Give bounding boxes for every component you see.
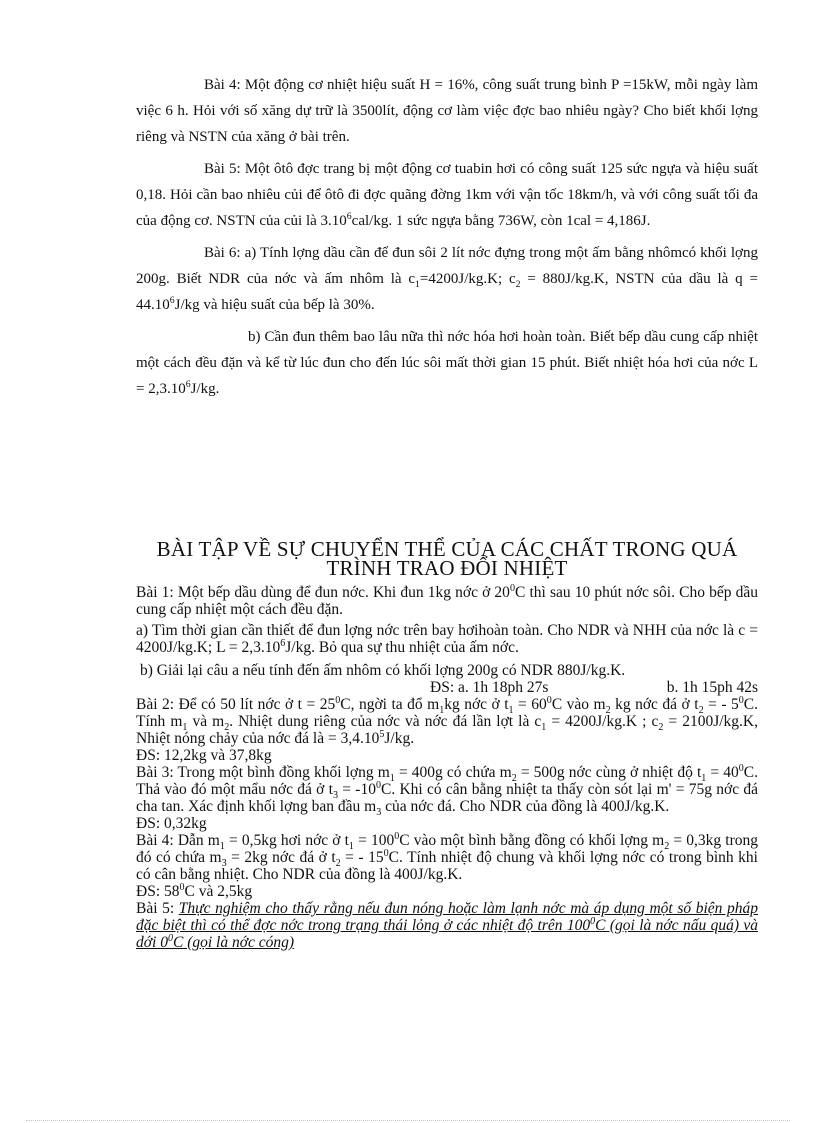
exercise-1b-paragraph — [136, 662, 758, 679]
exercise-5-underlined-text — [136, 900, 758, 951]
subscript: 2 — [224, 722, 230, 734]
superscript: 6 — [280, 637, 286, 649]
exercise-6a-text-2: =4200J/kg.K; c — [419, 271, 516, 287]
answer-4-end: C và 2,5kg — [184, 883, 253, 900]
exercise-2-text-9: và m — [187, 713, 225, 730]
exercise-2-text-7: = - 5 — [703, 696, 739, 713]
page-bottom-divider — [26, 1120, 790, 1121]
exercise-4-lower-text-2: = 0,5kg hơi nớc ở t — [224, 832, 349, 849]
exercise-4-lower-text-4: C vào một bình bằng đồng có khối lợng m — [399, 832, 665, 849]
phase-change-exercises — [136, 584, 758, 951]
subscript: 1 — [415, 279, 420, 290]
exercise-5-lower-text-2: C (gọi là nớc nấu quá) và dới 0 — [136, 917, 758, 951]
answer-1a: ĐS: a. 1h 18ph 27s — [430, 679, 549, 696]
subscript: 1 — [348, 841, 354, 853]
subscript: 2 — [698, 705, 704, 717]
superscript: 0 — [167, 932, 173, 944]
superscript: 0 — [383, 847, 389, 859]
exercise-2-text-10: . Nhiệt dung riêng của nớc và nớc đá lần lợt là c — [229, 713, 542, 730]
superscript: 0 — [546, 694, 552, 706]
exercise-6a-text-4: J/kg và hiệu suất của bếp là 30%. — [174, 297, 375, 313]
superscript: 0 — [738, 762, 744, 774]
answer-3: ĐS: 0,32kg — [136, 815, 207, 832]
exercise-6a-paragraph — [136, 240, 758, 318]
exercise-2-text-11: = 4200J/kg.K ; c — [546, 713, 659, 730]
subscript: 1 — [219, 841, 225, 853]
superscript: 0 — [738, 694, 744, 706]
exercise-3-text: Bài 3: Trong một bình đồng khối lợng m — [136, 764, 390, 781]
exercise-1b-text: b) Giải lại câu a nếu tính đến ấm nhôm có khối lợng 200g có NDR 880J/kg.K. — [140, 662, 626, 679]
top-exercises — [136, 72, 758, 402]
superscript: 0 — [335, 694, 341, 706]
subscript: 1 — [389, 773, 395, 785]
exercise-4-lower-text-7: = - 15 — [340, 849, 384, 866]
exercise-5-lower-text-3: C (gọi là nớc cóng) — [173, 934, 295, 951]
exercise-2-text-3: kg nớc ở t — [444, 696, 509, 713]
exercise-1-answer — [136, 679, 758, 696]
superscript: 6 — [185, 379, 191, 390]
exercise-2-text: Bài 2: Để có 50 lít nớc ở t = 25 — [136, 696, 336, 713]
exercise-5-text-end: cal/kg. 1 sức ngựa bằng 736W, còn 1cal = 4,186J. — [351, 213, 651, 229]
exercise-4-text: Bài 4: Một động cơ nhiệt hiệu suất H = 16%, công suất trung bình P =15kW, mỗi ngày làm việc 6 h. Hỏi với số xăng dự trữ là 3500lít, động cơ làm việc đợc bao nhiêu ngày? Cho biết khối lợng riêng và NSTN của xăng ở bài trên. — [136, 77, 758, 145]
subscript: 1 — [508, 705, 514, 717]
subscript: 1 — [541, 722, 547, 734]
exercise-1a-text: a) Tìm thời gian cần thiết để đun lợng nớc trên bay hơihoàn toàn. Cho NDR và NHH của nớc là c = 4200J/kg.K; L = 2,3.10 — [136, 622, 758, 656]
exercise-3-text-5: C. Thả vào đó một mẩu nớc đá ở t — [136, 764, 759, 798]
subscript: 2 — [515, 279, 521, 290]
subscript: 2 — [605, 705, 611, 717]
subscript: 2 — [511, 773, 517, 785]
exercise-5-paragraph — [136, 156, 758, 234]
exercise-3-paragraph — [136, 762, 759, 819]
exercise-6b-paragraph — [136, 324, 758, 402]
subscript: 1 — [439, 705, 445, 717]
superscript: 6 — [346, 211, 352, 222]
exercise-3-text-8: của nớc đá. Cho NDR của đồng là 400J/kg.K. — [381, 798, 670, 815]
exercise-2-text-6: kg nớc đá ở t — [610, 696, 699, 713]
exercise-1-text-end: C thì sau 10 phút nớc sôi. Cho bếp dầu cung cấp nhiệt một cách đều đặn. — [136, 584, 758, 618]
exercise-1-text: Bài 1: Một bếp dầu dùng để đun nớc. Khi đun 1kg nớc ở 20 — [136, 584, 510, 601]
exercise-4-lower-text-5: = 0,3kg trong đó có chứa m — [136, 832, 759, 866]
exercise-5-label: Bài 5: — [136, 900, 179, 917]
section-title — [136, 537, 758, 580]
superscript: 0 — [179, 881, 185, 893]
exercise-4-lower-text-3: = 100 — [353, 832, 395, 849]
exercise-4-answer — [136, 883, 758, 900]
subscript: 3 — [221, 858, 227, 870]
section-title-line-1: BÀI TẬP VỀ SỰ CHUYỂN THỂ CỦA CÁC CHẤT TRONG QUÁ — [156, 537, 738, 561]
exercise-1-paragraph — [136, 584, 758, 618]
exercise-3-text-2: = 400g có chứa m — [394, 764, 512, 781]
superscript: 0 — [375, 779, 381, 791]
superscript: 0 — [509, 582, 515, 594]
exercise-2-text-2: C, ngời ta đổ m — [340, 696, 440, 713]
superscript: 0 — [590, 915, 596, 927]
exercise-4-lower-text-6: = 2kg nớc đá ở t — [226, 849, 336, 866]
answer-4: ĐS: 58 — [136, 883, 180, 900]
exercise-3-text-3: = 500g nớc cùng ở nhiệt độ t — [516, 764, 702, 781]
section-title-line-2: TRÌNH TRAO ĐỔI NHIỆT — [326, 556, 568, 580]
subscript: 1 — [182, 722, 188, 734]
exercise-1a-paragraph — [136, 622, 758, 656]
exercise-3-text-4: = 40 — [706, 764, 739, 781]
exercise-4-lower-text: Bài 4: Dẫn m — [136, 832, 220, 849]
exercise-5-lower-paragraph — [136, 900, 758, 951]
answer-2: ĐS: 12,2kg và 37,8kg — [136, 747, 272, 764]
exercise-6b-text: b) Cần đun thêm bao lâu nữa thì nớc hóa hơi hoàn toàn. Biết bếp dầu cung cấp nhiệt một cách đều đặn và kể từ lúc đun cho đến lúc sôi mất thời gian 15 phút. Biết nhiệt hóa hơi của nớc L = 2,3.10 — [136, 329, 758, 397]
subscript: 3 — [332, 790, 338, 802]
superscript: 5 — [379, 728, 385, 740]
superscript: 0 — [394, 830, 400, 842]
exercise-6a-text-3: = 880J/kg.K, NSTN của dầu là q = 44.10 — [136, 271, 758, 313]
subscript: 2 — [335, 858, 341, 870]
exercise-2-text-8: C. Tính m — [136, 696, 758, 730]
exercise-1a-text-end: J/kg. Bỏ qua sự thu nhiệt của ấm nớc. — [285, 639, 519, 656]
exercise-6a-text: Bài 6: a) Tính lợng dầu cần để đun sôi 2 lít nớc đựng trong một ấm bằng nhômcó khối lợng 200g. Biết NDR của nớc và ấm nhôm là c — [136, 245, 758, 287]
exercise-4-lower-paragraph — [136, 832, 758, 883]
exercise-3-answer — [136, 815, 758, 832]
superscript: 6 — [169, 295, 175, 306]
exercise-4-paragraph — [136, 72, 758, 150]
subscript: 1 — [701, 773, 707, 785]
exercise-3-text-7: C. Khi có cân bằng nhiệt ta thấy còn sót lại m' = 75g nớc đá cha tan. Xác định khối lợng ban đầu m — [136, 781, 758, 815]
subscript: 3 — [376, 807, 382, 819]
exercise-2-answer — [136, 747, 758, 764]
exercise-2-text-12: = 2100J/kg.K, Nhiệt nóng chảy của nớc đá là = 3,4.10 — [136, 713, 759, 747]
answer-1b: b. 1h 15ph 42s — [666, 679, 758, 696]
exercise-2-text-4: = 60 — [513, 696, 547, 713]
exercise-5-text: Bài 5: Một ôtô đợc trang bị một động cơ tuabin hơi có công suất 125 sức ngựa và hiệu suất 0,18. Hỏi cần bao nhiêu củi để ôtô đi đợc quãng đờng 1km với vận tốc 18km/h, và với công suất tối đa của động cơ. NSTN của củi là 3.10 — [136, 161, 758, 229]
exercise-5-lower-text: Thực nghiệm cho thấy rằng nếu đun nóng hoặc làm lạnh nớc mà áp dụng một số biện pháp đặc biệt thì có thể đợc nớc trong trạng thái lỏng ở các nhiệt độ trên 100 — [136, 900, 758, 934]
exercise-6b-text-end: J/kg. — [190, 381, 220, 397]
subscript: 2 — [664, 841, 670, 853]
exercise-4-lower-text-8: C. Tính nhiệt độ chung và khối lợng nớc có trong bình khi có cân bằng nhiệt. Cho NDR của đồng là 400J/kg.K. — [136, 849, 758, 883]
exercise-2-text-13: J/kg. — [384, 730, 415, 747]
exercise-2-text-5: C vào m — [551, 696, 606, 713]
exercise-3-text-6: = -10 — [337, 781, 376, 798]
subscript: 2 — [658, 722, 664, 734]
exercise-2-paragraph — [136, 696, 758, 747]
